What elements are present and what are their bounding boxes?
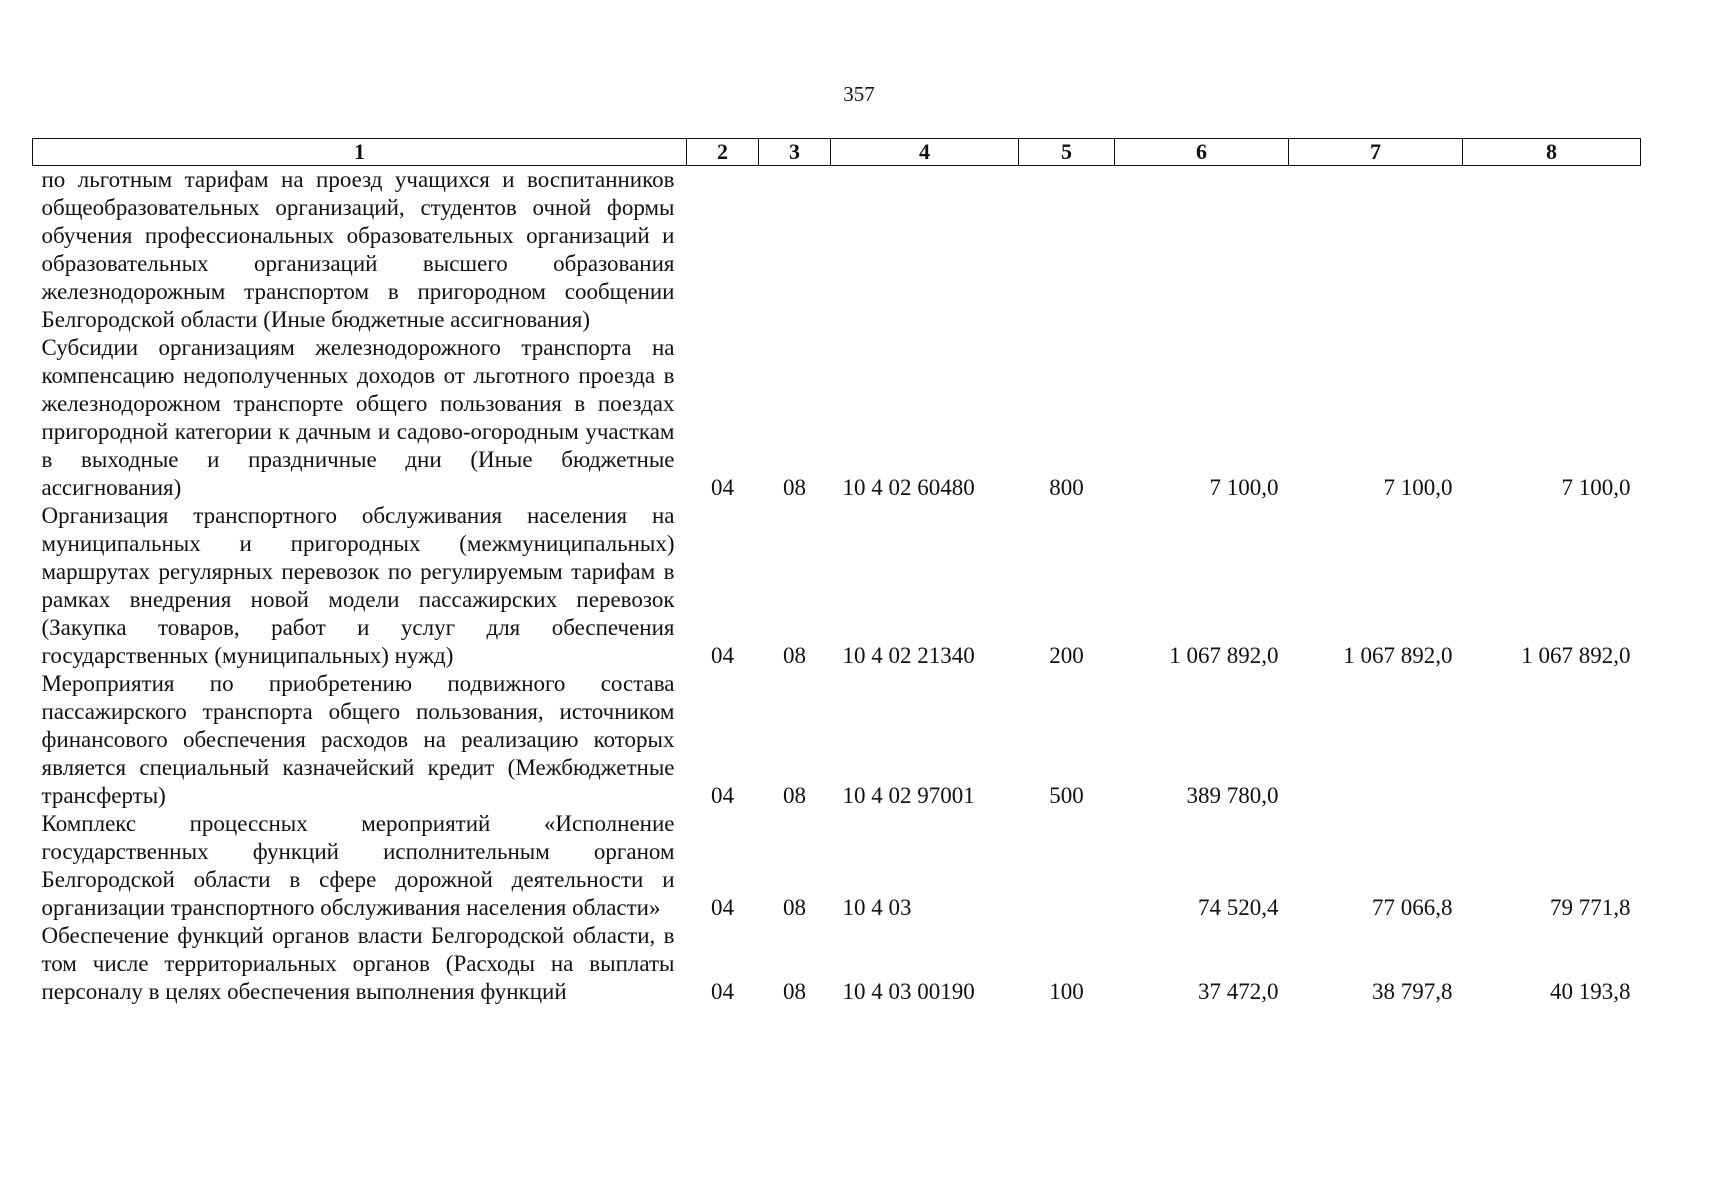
amount-col-7: 38 797,8 [1372, 979, 1453, 1004]
section-code: 04 [711, 783, 734, 808]
page-number: 357 [843, 82, 875, 106]
row-description: Мероприятия по приобретению подвижного состава пассажирского транспорта общего пользования, источником финансового обеспечения расходов на реализацию которых является специальный казначейский кредит (Межбюджетные трансферты) [41, 671, 675, 808]
section-code: 04 [711, 475, 734, 500]
column-header-7: 7 [1289, 139, 1463, 166]
expense-type-code: 500 [1049, 783, 1084, 808]
target-article-code: 10 4 02 21340 [842, 643, 975, 668]
amount-col-7: 77 066,8 [1372, 895, 1453, 920]
section-code: 04 [711, 895, 734, 920]
subsection-code: 08 [783, 895, 806, 920]
expense-type-code: 100 [1049, 979, 1084, 1004]
column-header-4: 4 [831, 139, 1019, 166]
subsection-code: 08 [783, 979, 806, 1004]
expense-type-code [1019, 166, 1115, 335]
target-article-code [831, 166, 1019, 335]
row-description: Обеспечение функций органов власти Белгородской области, в том числе территориальных органов (Расходы на выплаты персоналу в целях обеспечения выполнения функций [41, 923, 675, 1004]
column-header-3: 3 [759, 139, 831, 166]
amount-col-8: 1 067 892,0 [1521, 643, 1631, 668]
amount-col-8: 7 100,0 [1561, 475, 1631, 500]
amount-col-7: 1 067 892,0 [1343, 643, 1453, 668]
column-header-1: 1 [33, 139, 687, 166]
table-row [33, 502, 1641, 670]
expense-type-code: 200 [1049, 643, 1084, 668]
amount-col-8 [1463, 670, 1641, 810]
expense-type-code [1019, 810, 1115, 922]
table-row [33, 670, 1641, 810]
row-description: Комплекс процессных мероприятий «Исполнение государственных функций исполнительным органом Белгородской области в сфере дорожной деятельности и организации транспортного обслуживания населения области» [41, 811, 675, 920]
section-code: 04 [711, 979, 734, 1004]
budget-table [32, 138, 1641, 1006]
amount-col-8: 40 193,8 [1550, 979, 1631, 1004]
table-row [33, 166, 1641, 335]
target-article-code: 10 4 02 60480 [842, 475, 975, 500]
amount-col-6: 37 472,0 [1198, 979, 1279, 1004]
table-row [33, 810, 1641, 922]
column-header-8: 8 [1463, 139, 1641, 166]
subsection-code: 08 [783, 783, 806, 808]
row-description: Субсидии организациям железнодорожного транспорта на компенсацию недополученных доходов от льготного проезда в железнодорожном транспорте общего пользования в поездах пригородной категории к дачным и садово-огородным участкам в выходные и праздничные дни (Иные бюджетные ассигнования) [41, 335, 675, 500]
amount-col-6: 7 100,0 [1209, 475, 1279, 500]
amount-col-8: 79 771,8 [1550, 895, 1631, 920]
table-row [33, 922, 1641, 1006]
table-body [33, 166, 1641, 1007]
section-code: 04 [711, 643, 734, 668]
section-code [687, 166, 759, 335]
amount-col-8 [1463, 166, 1641, 335]
column-header-6: 6 [1115, 139, 1289, 166]
amount-col-6 [1115, 166, 1289, 335]
table-header [33, 139, 1641, 166]
amount-col-6: 389 780,0 [1186, 783, 1279, 808]
expense-type-code: 800 [1049, 475, 1084, 500]
table-row [33, 334, 1641, 502]
amount-col-7 [1289, 670, 1463, 810]
subsection-code: 08 [783, 475, 806, 500]
target-article-code: 10 4 03 00190 [842, 979, 975, 1004]
row-description: Организация транспортного обслуживания населения на муниципальных и пригородных (межмуниципальных) маршрутах регулярных перевозок по регулируемым тарифам в рамках внедрения новой модели пассажирских перевозок (Закупка товаров, работ и услуг для обеспечения государственных (муниципальных) нужд) [41, 503, 675, 668]
target-article-code: 10 4 02 97001 [842, 783, 975, 808]
subsection-code [759, 166, 831, 335]
subsection-code: 08 [783, 643, 806, 668]
amount-col-6: 1 067 892,0 [1169, 643, 1279, 668]
amount-col-7 [1289, 166, 1463, 335]
amount-col-7: 7 100,0 [1383, 475, 1453, 500]
target-article-code: 10 4 03 [842, 895, 912, 920]
row-description: по льготным тарифам на проезд учащихся и воспитанников общеобразовательных организаций, студентов очной формы обучения профессиональных образовательных организаций и образовательных организаций высшего образования железнодорожным транспортом в пригородном сообщении Белгородской области (Иные бюджетные ассигнования) [41, 167, 675, 332]
column-numbers-row [33, 139, 1641, 166]
column-header-5: 5 [1019, 139, 1115, 166]
column-header-2: 2 [687, 139, 759, 166]
amount-col-6: 74 520,4 [1198, 895, 1279, 920]
